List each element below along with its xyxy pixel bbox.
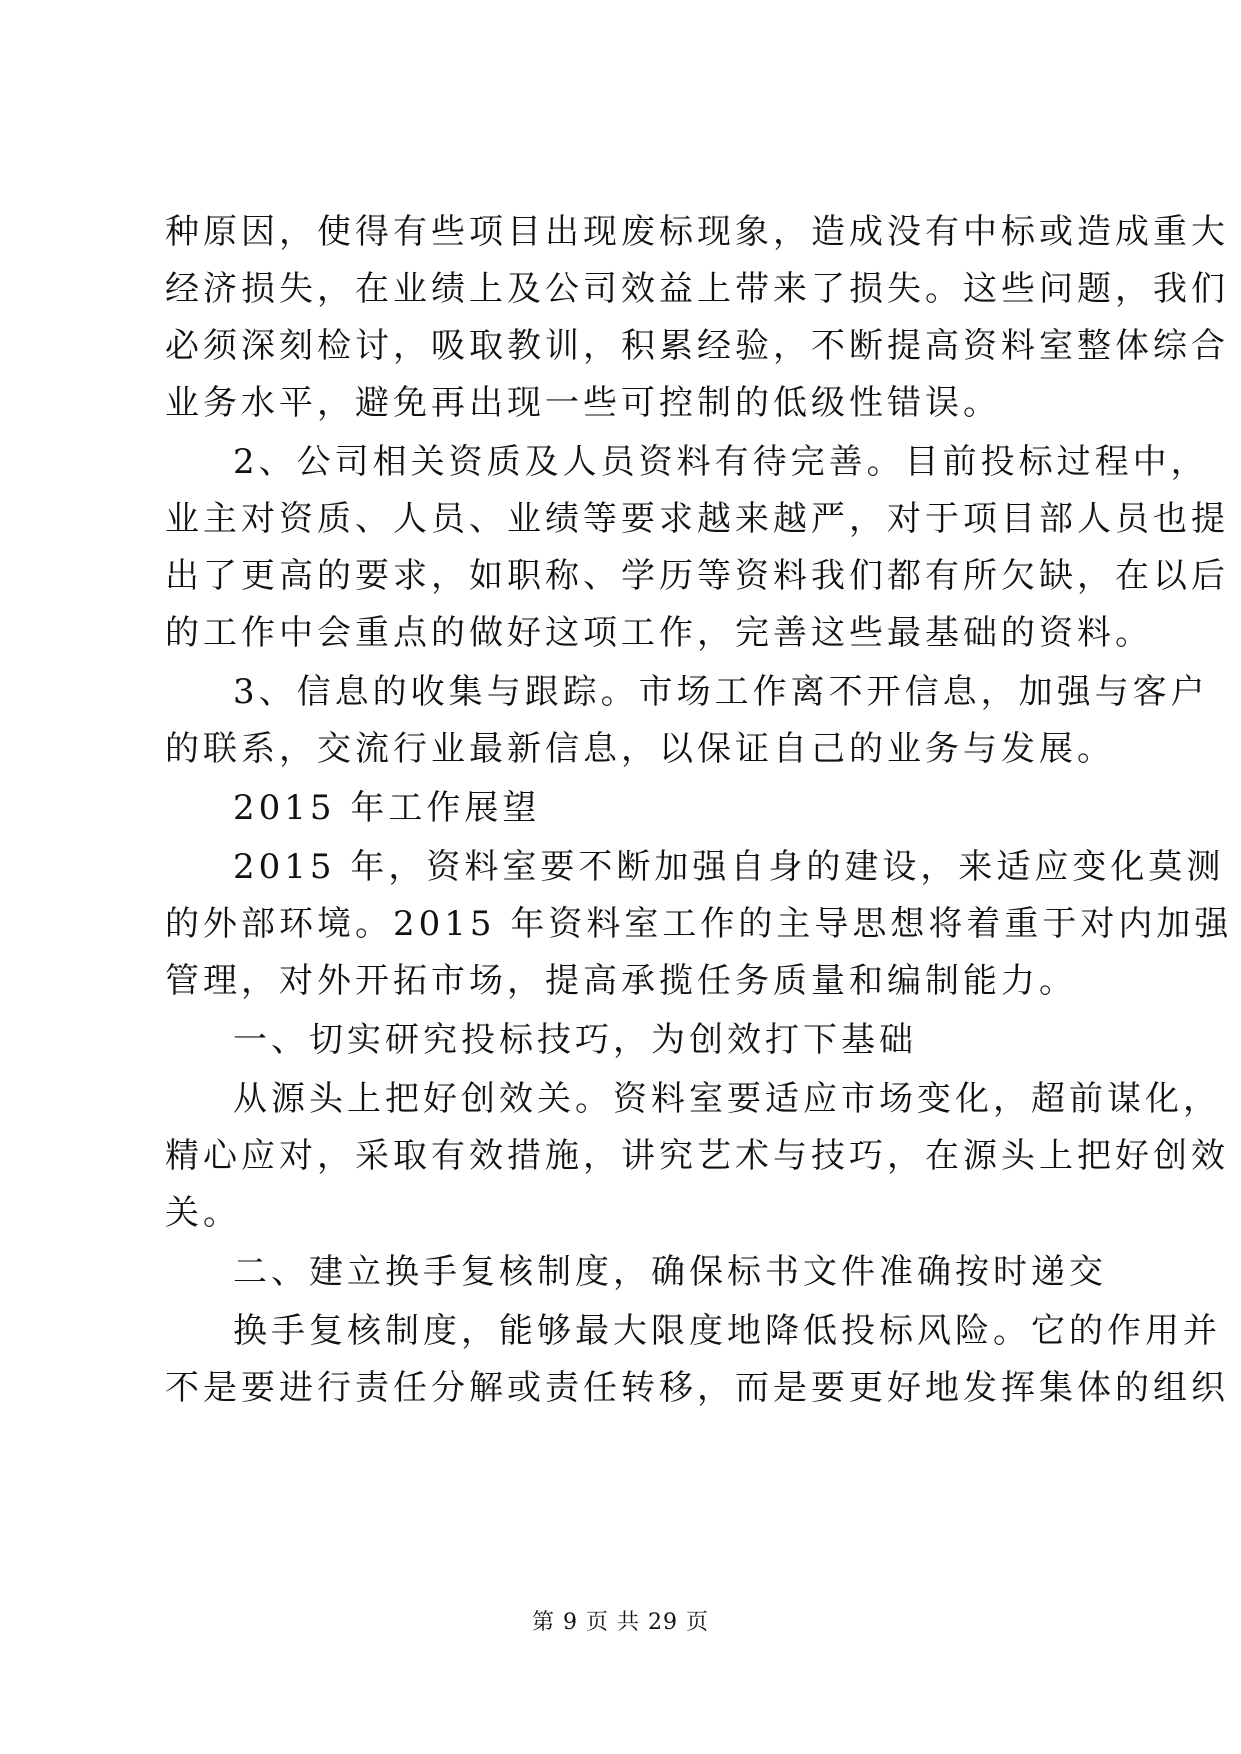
- text-line: 关。: [165, 1193, 241, 1233]
- text-line: 业务水平，避免再出现一些可控制的低级性错误。: [165, 383, 1001, 423]
- text-line: 的外部环境。2015 年资料室工作的主导思想将着重于对内加强: [165, 904, 1233, 944]
- paragraph-start-line: 2、公司相关资质及人员资料有待完善。目前投标过程中，: [233, 442, 1209, 482]
- text-line: 必须深刻检讨，吸取教训，积累经验，不断提高资料室整体综合: [165, 326, 1229, 366]
- page-footer: 第 9 页 共 29 页: [532, 1610, 709, 1635]
- paragraph-start-line: 3、信息的收集与跟踪。市场工作离不开信息，加强与客户: [233, 672, 1209, 712]
- paragraph-start-line: 换手复核制度，能够最大限度地降低投标风险。它的作用并: [233, 1311, 1221, 1351]
- paragraph-start-line: 2015 年，资料室要不断加强自身的建设，来适应变化莫测: [233, 847, 1225, 887]
- text-line: 管理，对外开拓市场，提高承揽任务质量和编制能力。: [165, 961, 1077, 1001]
- text-line: 种原因，使得有些项目出现废标现象，造成没有中标或造成重大: [165, 212, 1229, 252]
- section-heading: 一、切实研究投标技巧，为创效打下基础: [233, 1020, 917, 1060]
- text-line: 的工作中会重点的做好这项工作，完善这些最基础的资料。: [165, 613, 1153, 653]
- text-line: 业主对资质、人员、业绩等要求越来越严，对于项目部人员也提: [165, 499, 1229, 539]
- text-line: 出了更高的要求，如职称、学历等资料我们都有所欠缺，在以后: [165, 556, 1229, 596]
- text-line: 不是要进行责任分解或责任转移，而是要更好地发挥集体的组织: [165, 1368, 1229, 1408]
- text-line: 经济损失，在业绩上及公司效益上带来了损失。这些问题，我们: [165, 269, 1229, 309]
- paragraph-start-line: 从源头上把好创效关。资料室要适应市场变化，超前谋化，: [233, 1079, 1221, 1119]
- text-line: 精心应对，采取有效措施，讲究艺术与技巧，在源头上把好创效: [165, 1136, 1229, 1176]
- section-heading: 二、建立换手复核制度，确保标书文件准确按时递交: [233, 1252, 1107, 1292]
- text-line: 的联系，交流行业最新信息，以保证自己的业务与发展。: [165, 729, 1115, 769]
- section-heading: 2015 年工作展望: [233, 788, 541, 828]
